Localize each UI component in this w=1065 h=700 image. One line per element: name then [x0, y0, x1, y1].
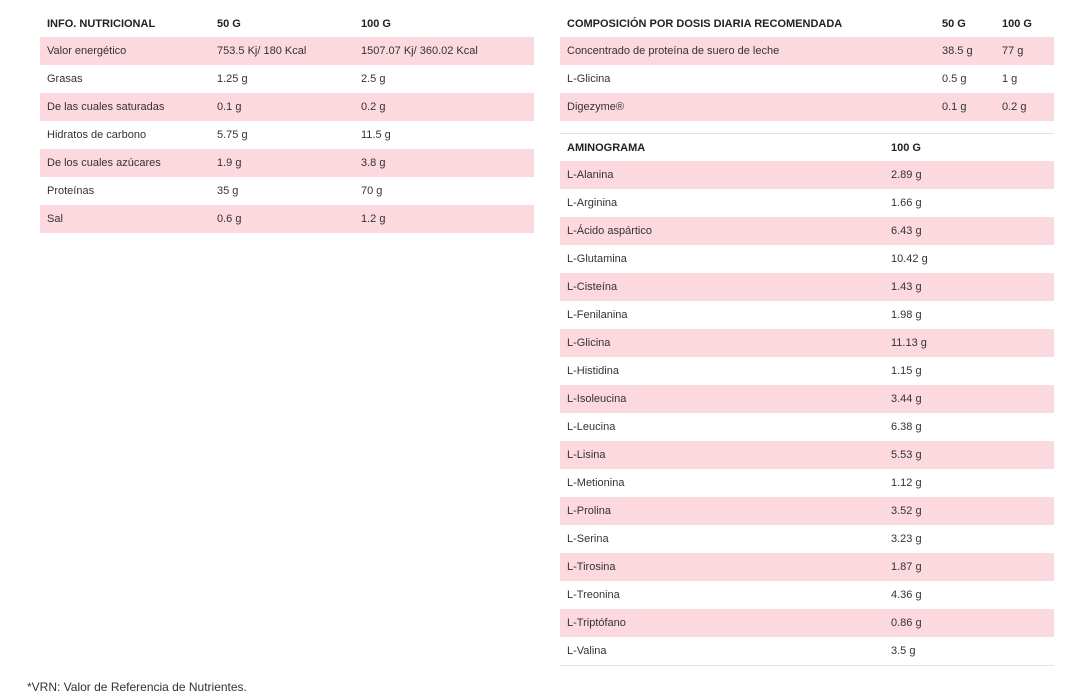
- nutrition-row: [40, 65, 534, 93]
- aminogram-cell-label: L-Glicina: [560, 329, 884, 357]
- composition-table: [560, 10, 1054, 121]
- nutrition-cell-value: 1.25 g: [217, 73, 248, 85]
- aminogram-cell-value: 6.38 g: [891, 421, 922, 433]
- nutrition-cell-value: 70 g: [361, 185, 383, 197]
- nutrition-header-50g: 50 G: [217, 17, 241, 30]
- aminogram-cell-value: 3.52 g: [884, 497, 1054, 525]
- aminogram-cell-value: 10.42 g: [891, 253, 928, 265]
- aminogram-row: [560, 581, 1054, 609]
- aminogram-header-100g: 100 G: [891, 141, 921, 154]
- composition-header-100g: 100 G: [1002, 17, 1032, 30]
- aminogram-cell-value: 1.12 g: [891, 477, 922, 489]
- composition-cell-label: L-Glicina: [567, 73, 611, 85]
- nutrition-header-row: [40, 10, 534, 37]
- nutrition-cell-value: 0.6 g: [210, 205, 354, 233]
- nutrition-cell-value: 35 g: [217, 185, 239, 197]
- aminogram-cell-label: L-Histidina: [567, 365, 619, 377]
- nutrition-cell-value: 5.75 g: [217, 129, 248, 141]
- aminogram-row: [560, 525, 1054, 553]
- aminogram-row: [560, 441, 1054, 469]
- aminogram-cell-value: 1.15 g: [891, 365, 922, 377]
- nutrition-cell-label: Valor energético: [40, 37, 210, 65]
- aminogram-cell-label: L-Tirosina: [560, 553, 884, 581]
- nutrition-cell-value: 1.2 g: [354, 205, 534, 233]
- aminogram-cell-value: 4.36 g: [891, 589, 922, 601]
- aminogram-row: [560, 245, 1054, 273]
- nutrition-cell-value: 1.9 g: [210, 149, 354, 177]
- aminogram-cell-value: 5.53 g: [884, 441, 1054, 469]
- aminogram-cell-label: L-Fenilanina: [567, 309, 628, 321]
- aminogram-cell-value: 3.44 g: [884, 385, 1054, 413]
- nutrition-cell-value: 3.8 g: [354, 149, 534, 177]
- aminogram-cell-value: 2.89 g: [884, 161, 1054, 189]
- composition-row: [560, 93, 1054, 121]
- aminogram-cell-value: 6.43 g: [884, 217, 1054, 245]
- aminogram-cell-label: L-Cisteína: [560, 273, 884, 301]
- nutrition-body: [40, 37, 534, 233]
- aminogram-cell-label: L-Alanina: [560, 161, 884, 189]
- aminogram-cell-label: L-Glutamina: [567, 253, 627, 265]
- composition-body: [560, 37, 1054, 121]
- aminogram-cell-label: L-Serina: [567, 533, 609, 545]
- nutrition-cell-value: 753.5 Kj/ 180 Kcal: [210, 37, 354, 65]
- nutrition-cell-label: Proteínas: [47, 185, 95, 197]
- aminogram-row: [560, 189, 1054, 217]
- aminogram-row: [560, 273, 1054, 301]
- nutrition-cell-value: 1507.07 Kj/ 360.02 Kcal: [354, 37, 534, 65]
- aminogram-header-label: AMINOGRAMA: [567, 141, 646, 154]
- nutrition-row: [40, 37, 534, 65]
- aminogram-row: [560, 161, 1054, 189]
- nutrition-row: [40, 149, 534, 177]
- aminogram-cell-label: L-Triptófano: [560, 609, 884, 637]
- nutrition-cell-label: Sal: [40, 205, 210, 233]
- aminogram-cell-label: L-Lisina: [560, 441, 884, 469]
- composition-cell-value: 0.1 g: [935, 93, 995, 121]
- nutrition-cell-value: 0.1 g: [210, 93, 354, 121]
- footnote: *VRN: Valor de Referencia de Nutrientes.: [27, 680, 247, 694]
- aminogram-cell-label: L-Isoleucina: [560, 385, 884, 413]
- aminogram-row: [560, 329, 1054, 357]
- aminogram-cell-value: 1.66 g: [891, 197, 922, 209]
- composition-cell-value: 1 g: [1002, 73, 1018, 85]
- aminogram-cell-value: 0.86 g: [884, 609, 1054, 637]
- aminogram-table: [560, 133, 1054, 666]
- nutrition-row: [40, 93, 534, 121]
- nutrition-cell-label: De las cuales saturadas: [40, 93, 210, 121]
- aminogram-row: [560, 357, 1054, 385]
- aminogram-cell-label: L-Valina: [567, 645, 607, 657]
- aminogram-cell-label: L-Metionina: [567, 477, 625, 489]
- composition-cell-value: 0.2 g: [995, 93, 1054, 121]
- aminogram-cell-value: 3.23 g: [891, 533, 922, 545]
- nutrition-row: [40, 177, 534, 205]
- composition-header-label: COMPOSICIÓN POR DOSIS DIARIA RECOMENDADA: [567, 17, 843, 30]
- nutrition-header-label: INFO. NUTRICIONAL: [47, 17, 156, 30]
- nutrition-row: [40, 121, 534, 149]
- composition-row: [560, 65, 1054, 93]
- aminogram-row: [560, 217, 1054, 245]
- aminogram-row: [560, 609, 1054, 637]
- composition-header-row: [560, 10, 1054, 37]
- nutrition-cell-label: Hidratos de carbono: [47, 129, 147, 141]
- aminogram-cell-label: L-Ácido aspártico: [560, 217, 884, 245]
- aminogram-cell-label: L-Treonina: [567, 589, 620, 601]
- aminogram-cell-label: L-Leucina: [567, 421, 616, 433]
- aminogram-row: [560, 497, 1054, 525]
- nutrition-header-100g: 100 G: [361, 17, 391, 30]
- composition-cell-value: 77 g: [995, 37, 1054, 65]
- aminogram-row: [560, 553, 1054, 581]
- aminogram-cell-label: L-Arginina: [567, 197, 618, 209]
- nutrition-cell-label: Grasas: [47, 73, 83, 85]
- aminogram-row: [560, 385, 1054, 413]
- composition-cell-label: Concentrado de proteína de suero de leche: [560, 37, 935, 65]
- nutrition-cell-value: 0.2 g: [354, 93, 534, 121]
- aminogram-row: [560, 301, 1054, 329]
- nutrition-cell-value: 11.5 g: [361, 129, 391, 141]
- nutrition-table: [40, 10, 534, 233]
- composition-header-50g: 50 G: [942, 17, 966, 30]
- composition-cell-value: 38.5 g: [935, 37, 995, 65]
- composition-cell-label: Digezyme®: [560, 93, 935, 121]
- aminogram-cell-value: 3.5 g: [891, 645, 916, 657]
- composition-cell-value: 0.5 g: [942, 73, 967, 85]
- aminogram-body: [560, 161, 1054, 666]
- nutrition-cell-value: 2.5 g: [361, 73, 386, 85]
- aminogram-header-row: [560, 134, 1054, 162]
- aminogram-cell-value: 1.98 g: [891, 309, 922, 321]
- nutrition-row: [40, 205, 534, 233]
- nutrition-cell-label: De los cuales azúcares: [40, 149, 210, 177]
- aminogram-row: [560, 413, 1054, 441]
- composition-row: [560, 37, 1054, 65]
- aminogram-cell-value: 1.43 g: [884, 273, 1054, 301]
- aminogram-cell-value: 11.13 g: [884, 329, 1054, 357]
- aminogram-cell-value: 1.87 g: [884, 553, 1054, 581]
- aminogram-cell-label: L-Prolina: [560, 497, 884, 525]
- aminogram-row: [560, 637, 1054, 666]
- aminogram-row: [560, 469, 1054, 497]
